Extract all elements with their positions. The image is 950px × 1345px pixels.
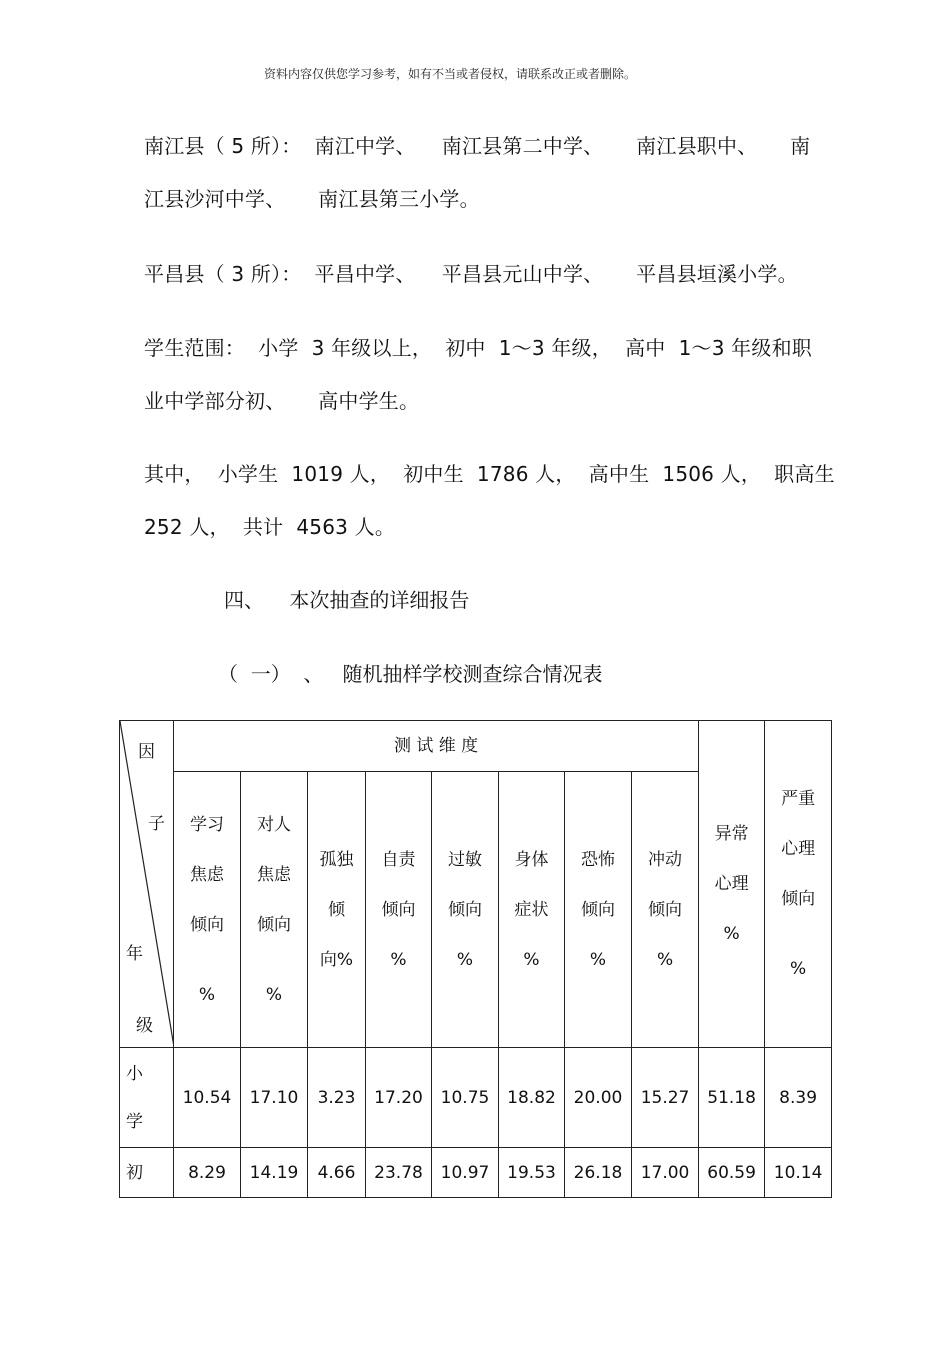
header-line: 学习 bbox=[190, 814, 224, 835]
header-line: % bbox=[656, 949, 674, 970]
factor-label-1: 因 bbox=[138, 742, 155, 762]
header-lines bbox=[699, 809, 764, 959]
header-line: 心理 bbox=[781, 839, 816, 859]
header-line: 焦虑 bbox=[190, 864, 224, 885]
table-cell: 20.00 bbox=[565, 1048, 632, 1148]
grade-label-2: 级 bbox=[136, 1016, 153, 1036]
table-cell: 26.18 bbox=[565, 1148, 632, 1198]
header-line: 倾 bbox=[328, 899, 345, 920]
header-line: 过敏 bbox=[448, 849, 482, 870]
serious-header bbox=[765, 721, 832, 1048]
table-cell: 51.18 bbox=[699, 1048, 765, 1148]
table-cell: 17.10 bbox=[241, 1048, 308, 1148]
col-header-6 bbox=[499, 772, 565, 1048]
header-line: % bbox=[589, 949, 607, 970]
header-line: % bbox=[198, 984, 216, 1005]
header-line: 身体 bbox=[514, 849, 549, 870]
copyright-notice: 资料内容仅供您学习参考，如有不当或者侵权，请联系改正或者删除。 bbox=[263, 67, 636, 81]
col-header-5 bbox=[432, 772, 499, 1048]
row-label bbox=[120, 1048, 174, 1148]
header-line: % bbox=[523, 949, 540, 970]
table-cell: 10.75 bbox=[432, 1048, 499, 1148]
grade-label-1: 年 bbox=[126, 944, 143, 964]
header-line: 异常 bbox=[714, 824, 749, 844]
student-count-line-2: 252 人， 共计 4563 人。 bbox=[144, 515, 396, 539]
header-lines bbox=[241, 800, 307, 1020]
abnormal-header bbox=[699, 721, 765, 1048]
header-line: 恐怖 bbox=[581, 849, 615, 870]
factor-label-2: 子 bbox=[148, 814, 165, 834]
table-row bbox=[120, 1048, 832, 1148]
table-cell: 8.39 bbox=[765, 1048, 832, 1148]
table-cell: 19.53 bbox=[499, 1148, 565, 1198]
row-label-line: 初 bbox=[126, 1162, 143, 1183]
header-line: 倾向 bbox=[257, 914, 291, 935]
header-line: 对人 bbox=[257, 814, 291, 835]
header-line: 焦虑 bbox=[257, 864, 291, 885]
header-line: 心理 bbox=[714, 874, 749, 894]
header-lines bbox=[565, 835, 631, 985]
table-cell: 14.19 bbox=[241, 1148, 308, 1198]
row-label-line: 小 bbox=[126, 1063, 143, 1084]
col-header-2 bbox=[241, 772, 308, 1048]
row-label bbox=[120, 1148, 174, 1198]
table-cell: 15.27 bbox=[632, 1048, 699, 1148]
section-heading: 四、 本次抽查的详细报告 bbox=[224, 588, 470, 612]
header-line: % bbox=[265, 984, 283, 1005]
table-title: （ 一） 、 随机抽样学校测查综合情况表 bbox=[218, 662, 603, 686]
table-cell: 17.00 bbox=[632, 1148, 699, 1198]
header-line: % bbox=[390, 949, 407, 970]
header-line: 倾向 bbox=[781, 889, 816, 909]
survey-summary-table bbox=[119, 720, 832, 1198]
header-line: % bbox=[790, 959, 807, 979]
header-line: 向% bbox=[319, 949, 354, 970]
header-line: 冲动 bbox=[648, 849, 683, 870]
diagonal-divider bbox=[120, 721, 174, 1047]
table-row bbox=[120, 1148, 832, 1198]
student-count-line-1: 其中， 小学生 1019 人， 初中生 1786 人， 高中生 1506 人， 职高生 bbox=[144, 462, 835, 486]
header-line: 自责 bbox=[381, 849, 416, 870]
col-header-7 bbox=[565, 772, 632, 1048]
table-cell: 10.97 bbox=[432, 1148, 499, 1198]
header-lines bbox=[366, 835, 431, 985]
header-line: 孤独 bbox=[319, 849, 354, 870]
header-line: 倾向 bbox=[448, 899, 482, 920]
header-lines bbox=[765, 774, 831, 994]
corner-cell bbox=[120, 721, 174, 1048]
header-lines bbox=[632, 835, 698, 985]
table-cell: 8.29 bbox=[174, 1148, 241, 1198]
header-line: 严重 bbox=[781, 789, 816, 809]
student-scope-line-1: 学生范围： 小学 3 年级以上， 初中 1～3 年级， 高中 1～3 年级和职 bbox=[144, 336, 812, 360]
table-cell: 4.66 bbox=[308, 1148, 366, 1198]
header-line: 症状 bbox=[514, 899, 549, 920]
table-cell: 10.54 bbox=[174, 1048, 241, 1148]
header-lines bbox=[174, 800, 240, 1020]
table-cell: 17.20 bbox=[366, 1048, 432, 1148]
table-cell: 60.59 bbox=[699, 1148, 765, 1198]
table-cell: 18.82 bbox=[499, 1048, 565, 1148]
header-line: 倾向 bbox=[190, 914, 224, 935]
header-line: % bbox=[456, 949, 474, 970]
header-lines bbox=[308, 835, 365, 985]
table-cell: 3.23 bbox=[308, 1048, 366, 1148]
student-scope-line-2: 业中学部分初、 高中学生。 bbox=[144, 389, 420, 413]
pingchang-schools-line: 平昌县（ 3 所）： 平昌中学、 平昌县元山中学、 平昌县垣溪小学。 bbox=[144, 262, 798, 286]
col-header-3 bbox=[308, 772, 366, 1048]
header-line: % bbox=[723, 924, 740, 944]
row-label-line: 学 bbox=[126, 1111, 143, 1132]
header-line: 倾向 bbox=[648, 899, 683, 920]
col-header-8 bbox=[632, 772, 699, 1048]
test-dimensions-header: 测 试 维 度 bbox=[174, 721, 699, 772]
header-line: 倾向 bbox=[581, 899, 615, 920]
nanjiang-schools-line-1: 南江县（ 5 所）： 南江中学、 南江县第二中学、 南江县职中、 南 bbox=[144, 134, 811, 158]
col-header-1 bbox=[174, 772, 241, 1048]
col-header-4 bbox=[366, 772, 432, 1048]
header-lines bbox=[499, 835, 564, 985]
header-lines bbox=[432, 835, 498, 985]
table-cell: 23.78 bbox=[366, 1148, 432, 1198]
header-line: 倾向 bbox=[381, 899, 416, 920]
nanjiang-schools-line-2: 江县沙河中学、 南江县第三小学。 bbox=[144, 187, 480, 211]
table-cell: 10.14 bbox=[765, 1148, 832, 1198]
